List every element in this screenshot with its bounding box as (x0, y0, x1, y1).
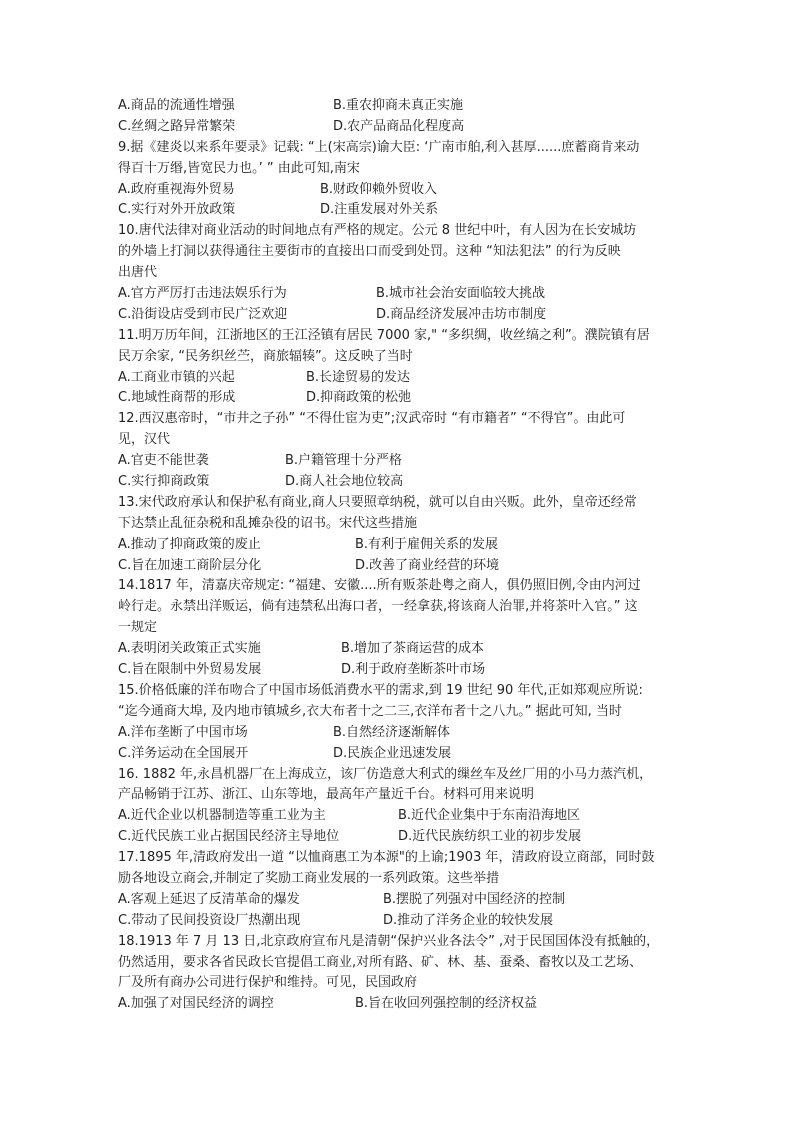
answer-option: B.近代企业集中于东南沿海地区 (398, 808, 581, 824)
answer-option: A.洋布垄断了中国市场 (118, 724, 248, 740)
question-text-line: 的外墙上打洞以获得通往主要街市的直接出口而受到处罚。这种 “知法犯法” 的行为反映 (118, 244, 621, 260)
answer-options-row (118, 994, 678, 1015)
question-text-line: “迄今通商大埠, 及内地市镇城乡,衣大布者十之二三,衣洋布者十之八九。” 据此可知, 当时 (118, 703, 622, 719)
answer-option: D.近代民族纺织工业的初步发展 (398, 829, 582, 845)
question-text-line: 10.唐代法律对商业活动的时间地点有严格的规定。公元 8 世纪中叶，有人因为在长安城坊 (118, 223, 637, 239)
answer-option: C.丝绸之路异常繁荣 (118, 118, 236, 134)
answer-option: B.户籍管理十分严格 (285, 453, 403, 469)
question-text-line: 9.据《建炎以来系年要录》记载: “上(宋高宗)谕大臣: ‘广南市舶,利入甚厚......庶蓄商肯来动 (118, 139, 640, 155)
answer-options-row (118, 639, 678, 660)
answer-option: C.实行抑商政策 (118, 474, 210, 490)
answer-options-row (118, 96, 678, 117)
question-text-line: 18.1913 年 7 月 13 日,北京政府宣布凡是清朝“保护兴业各法令” ,对于民国国体没有抵触的， (118, 933, 660, 949)
answer-option: B.财政仰赖外贸收入 (320, 181, 438, 197)
question-text-line: 15.价格低廉的洋布吻合了中国市场低消费水平的需求,到 19 世纪 90 年代,正如郑观应所说: (118, 682, 643, 698)
exam-page (118, 96, 678, 1015)
answer-option: A.表明闭关政策正式实施 (118, 641, 261, 657)
answer-option: C.旨在限制中外贸易发展 (118, 662, 262, 678)
answer-option: B.摆脱了列强对中国经济的控制 (383, 891, 566, 907)
question-text-line: 16. 1882 年,永昌机器厂在上海成立，该厂仿造意大利式的缫丝车及丝厂用的小马力蒸汽机， (118, 766, 653, 782)
answer-option: D.抑商政策的松弛 (306, 390, 412, 406)
question-text-line: 14.1817 年，清嘉庆帝规定: “福建、安徽....所有贩茶赴粤之商人，俱仍照旧例,令由内河过 (118, 578, 641, 594)
question-text-line: 产品畅销于江苏、浙江、山东等地，最高年产量近千台。材料可用来说明 (118, 787, 535, 803)
answer-options-row (118, 388, 678, 409)
answer-option: B.城市社会治安面临较大挑战 (376, 286, 546, 302)
answer-option: B.旨在收回列强控制的经济权益 (355, 996, 538, 1012)
answer-option: A.官方严厉打击违法娱乐行为 (118, 286, 287, 302)
answer-option: D.农产品商品化程度高 (333, 118, 465, 134)
answer-option: D.推动了洋务企业的较快发展 (383, 912, 554, 928)
answer-options-row (118, 827, 678, 848)
answer-option: B.自然经济逐渐解体 (333, 724, 451, 740)
answer-options-row (118, 911, 678, 932)
answer-option: A.工商业市镇的兴起 (118, 369, 235, 385)
answer-options-row (118, 535, 678, 556)
answer-option: D.改善了商业经营的环境 (355, 557, 500, 573)
answer-option: B.增加了茶商运营的成本 (341, 641, 485, 657)
answer-option: C.沿街设店受到市民广泛欢迎 (118, 306, 288, 322)
answer-options-row (118, 723, 678, 744)
answer-option: D.利于政府垄断茶叶市场 (341, 662, 486, 678)
answer-options-row (118, 806, 678, 827)
answer-option: A.客观上延迟了反清革命的爆发 (118, 891, 300, 907)
answer-option: C.地域性商帮的形成 (118, 390, 236, 406)
answer-option: A.商品的流通性增强 (118, 98, 235, 113)
answer-option: A.政府重视海外贸易 (118, 181, 235, 197)
answer-option: B.长途贸易的发达 (306, 369, 411, 385)
question-text-line: 一规定 (118, 620, 158, 636)
answer-option: C.洋务运动在全国展开 (118, 745, 249, 761)
answer-option: C.实行对外开放政策 (118, 202, 236, 218)
answer-option: A.推动了抑商政策的废止 (118, 536, 261, 552)
answer-options-row (118, 200, 678, 221)
question-text-line: 励各地设立商会,并制定了奖励工商业发展的一系列政策。这些举措 (118, 870, 500, 886)
question-text-line: 12.西汉惠帝时，“市井之子孙” “不得仕宦为吏”;汉武帝时 “有市籍者” “不得官”。由此可 (118, 411, 626, 427)
answer-options-row (118, 117, 678, 138)
question-text-line: 得百十万缗,皆宽民力也。’ ” 由此可知,南宋 (118, 160, 360, 176)
answer-option: C.近代民族工业占据国民经济主导地位 (118, 829, 340, 845)
answer-option: D.商人社会地位较高 (285, 474, 404, 490)
answer-options-row (118, 890, 678, 911)
answer-options-row (118, 556, 678, 577)
answer-options-row (118, 451, 678, 472)
answer-option: A.近代企业以机器制造等重工业为主 (118, 808, 326, 824)
answer-option: B.重农抑商未真正实施 (333, 98, 464, 113)
question-text-line: 岭行走。永禁出洋贩运，倘有违禁私出海口者，一经拿获,将该商人治罪,并将茶叶入官。” 这 (118, 599, 638, 615)
question-text-line: 厂及所有商办公司进行保护和维持。可见，民国政府 (118, 975, 418, 991)
answer-option: A.官吏不能世袭 (118, 453, 209, 469)
question-text-line: 见，汉代 (118, 432, 171, 448)
answer-option: C.旨在加速工商阶层分化 (118, 557, 262, 573)
answer-options-row (118, 368, 678, 389)
answer-option: C.带动了民间投资设厂热潮出现 (118, 912, 301, 928)
question-text-line: 仍然适用，要求各省民政长官提倡工商业,对所有路、矿、林、基、蚕桑、畜牧以及工艺场、 (118, 954, 643, 970)
answer-options-row (118, 180, 678, 201)
question-text-line: 出唐代 (118, 265, 158, 281)
answer-options-row (118, 305, 678, 326)
answer-option: A.加强了对国民经济的调控 (118, 996, 274, 1012)
question-text-line: 民万余家, “民务织丝苎，商旅辐辏”。这反映了当时 (118, 348, 413, 364)
answer-option: B.有利于雇佣关系的发展 (355, 536, 499, 552)
answer-options-row (118, 472, 678, 493)
question-text-line: 下达禁止乱征杂税和乱摊杂役的诏书。宋代这些措施 (118, 515, 418, 531)
answer-options-row (118, 744, 678, 765)
answer-options-row (118, 284, 678, 305)
answer-option: D.民族企业迅速发展 (333, 745, 452, 761)
question-text-line: 17.1895 年,清政府发出一道 “以恤商惠工为本源"的上谕;1903 年，清政府设立商部，同时鼓 (118, 850, 655, 866)
question-text-line: 13.宋代政府承认和保护私有商业,商人只要照章纳税，就可以自由兴贩。此外，皇帝还经常 (118, 494, 637, 510)
answer-option: D.注重发展对外关系 (320, 202, 439, 218)
answer-options-row (118, 660, 678, 681)
question-text-line: 11.明万历年间，江浙地区的王江泾镇有居民 7000 家," “多织绸，收丝缟之利”。濮院镇有居 (118, 327, 650, 343)
answer-option: D.商品经济发展冲击坊市制度 (376, 306, 547, 322)
